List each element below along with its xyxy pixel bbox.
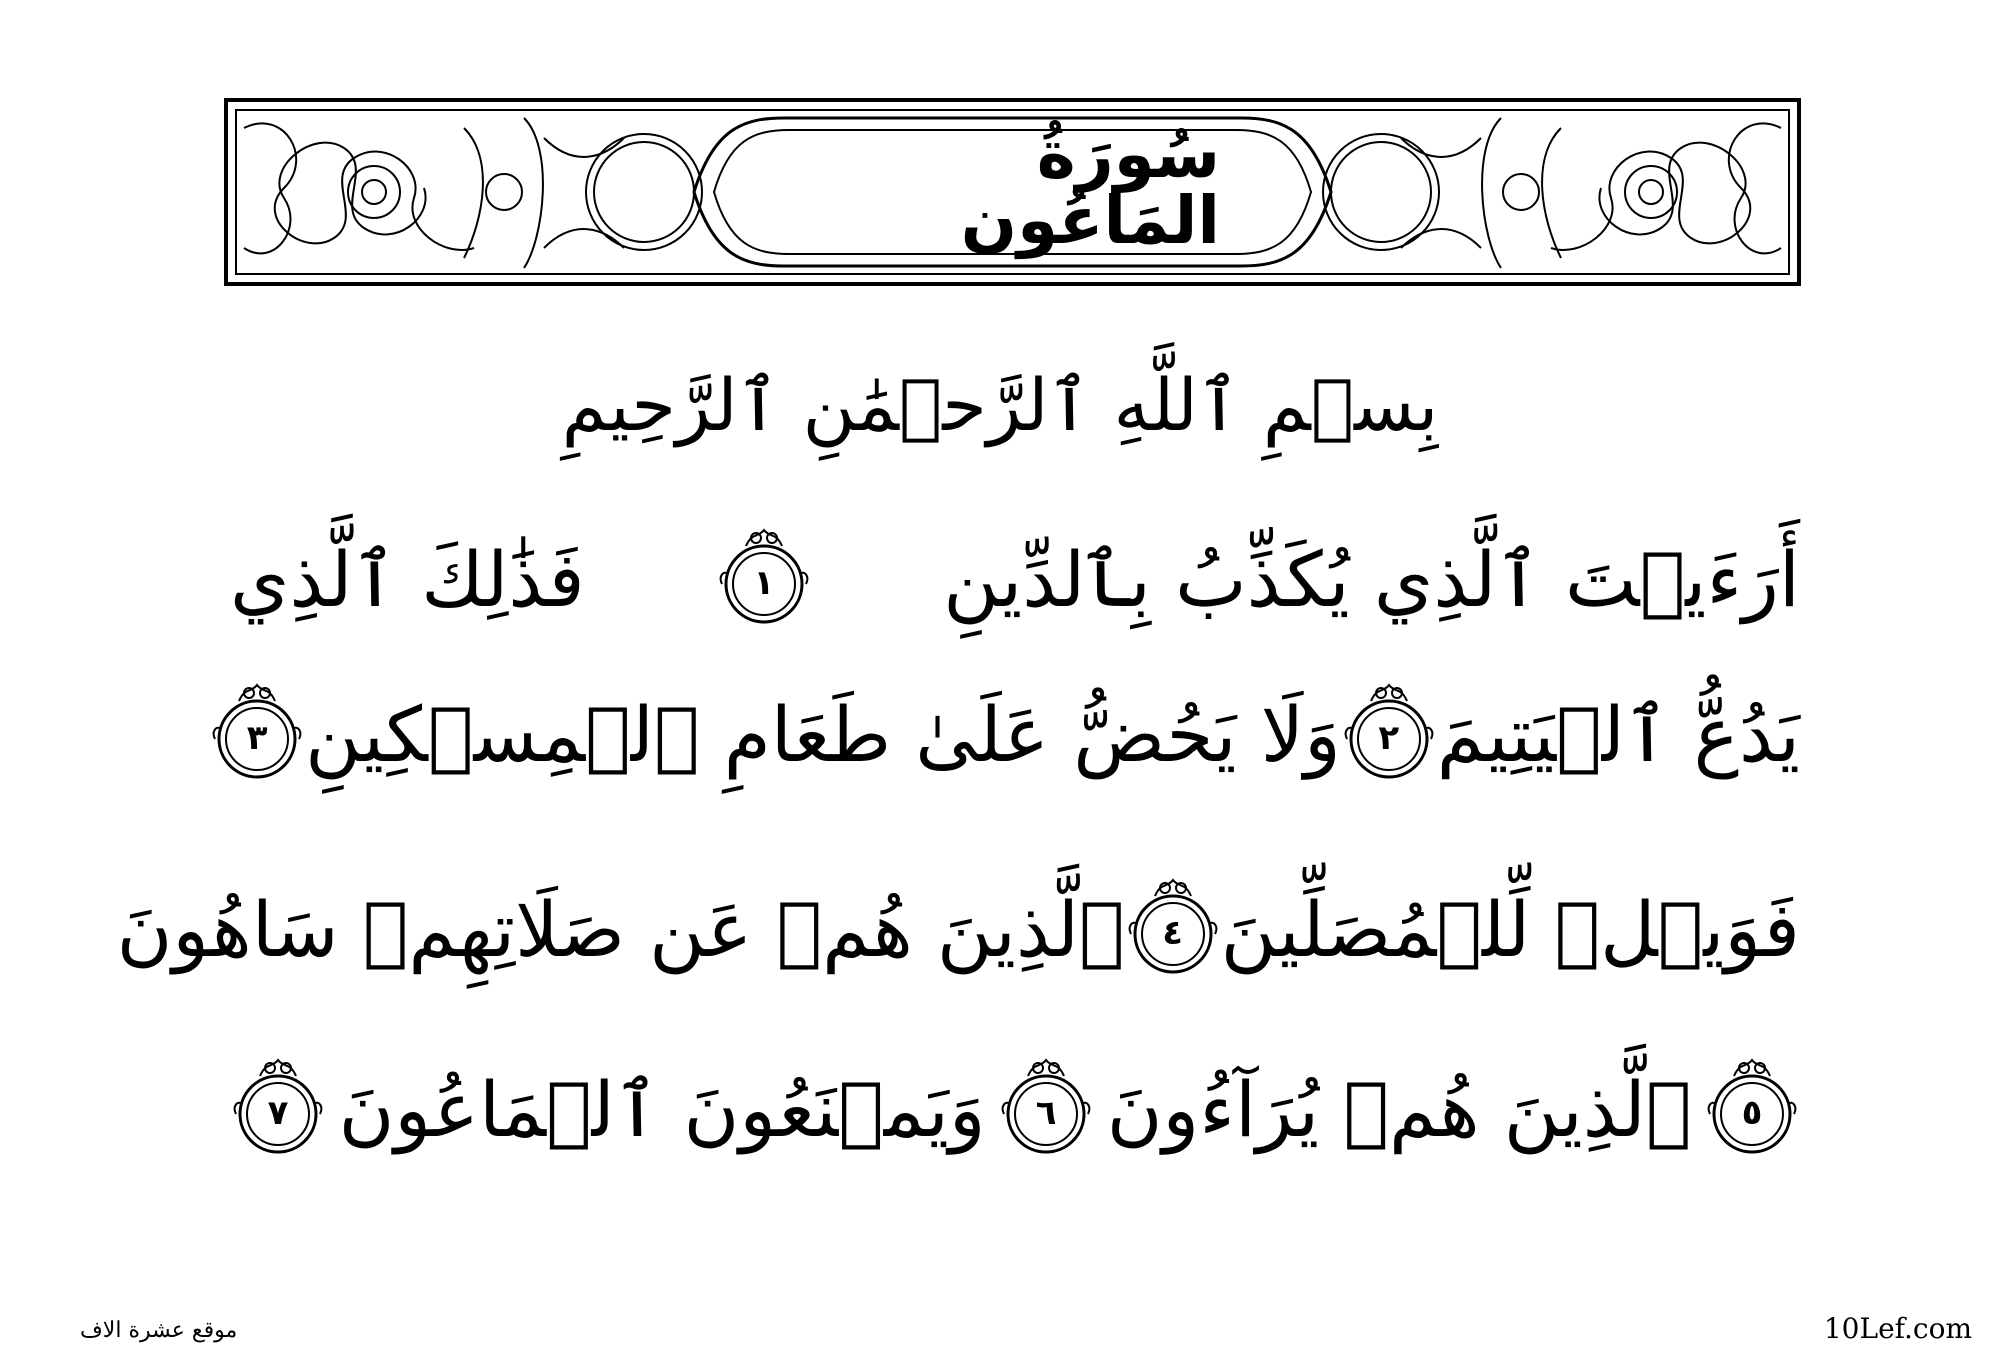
verse-text: وَلَا يَحُضُّ عَلَىٰ طَعَامِ ٱلۡمِسۡكِينِ	[305, 690, 1341, 779]
surah-title: سُورَةُ المَاعُون	[960, 116, 1220, 259]
verse-line	[230, 1035, 1800, 1185]
verse-line	[230, 660, 1800, 810]
ayah-number: ٧	[267, 1093, 289, 1133]
ayah-end-marker	[1341, 675, 1437, 795]
ayah-end-marker	[209, 675, 305, 795]
ayah-end-marker	[998, 1050, 1094, 1170]
site-url[interactable]: 10Lef.com	[1823, 1312, 1972, 1345]
verse-text: وَيَمۡنَعُونَ ٱلۡمَاعُونَ	[338, 1065, 986, 1154]
verse-text: فَذَٰلِكَ ٱلَّذِي	[230, 535, 585, 624]
ayah-end-marker	[230, 1050, 326, 1170]
ayah-end-marker	[716, 520, 812, 640]
ayah-end-marker	[1704, 1050, 1800, 1170]
ayah-end-marker	[1125, 870, 1221, 990]
basmala: بِسۡمِ ٱللَّهِ ٱلرَّحۡمَٰنِ ٱلرَّحِيمِ	[561, 363, 1439, 447]
ayah-number: ٢	[1378, 718, 1400, 758]
verse-text: يَدُعُّ ٱلۡيَتِيمَ	[1436, 690, 1800, 779]
verse-line	[230, 505, 1800, 655]
verse-text: أَرَءَيۡتَ ٱلَّذِي يُكَذِّبُ بِٱلدِّينِ	[943, 535, 1800, 624]
ayah-number: ١	[753, 563, 775, 603]
verse-text: ٱلَّذِينَ هُمۡ يُرَآءُونَ	[1106, 1065, 1692, 1154]
ayah-number: ٥	[1741, 1093, 1763, 1133]
verse-text: ٱلَّذِينَ هُمۡ عَن صَلَاتِهِمۡ سَاهُونَ	[116, 885, 1125, 974]
site-name-arabic: موقع عشرة الاف	[80, 1318, 238, 1343]
ayah-number: ٣	[246, 718, 268, 758]
verse-line	[116, 855, 1800, 1005]
ayah-number: ٦	[1035, 1093, 1057, 1133]
verse-text: فَوَيۡلٞ لِّلۡمُصَلِّينَ	[1220, 885, 1800, 974]
ayah-number: ٤	[1162, 913, 1183, 953]
